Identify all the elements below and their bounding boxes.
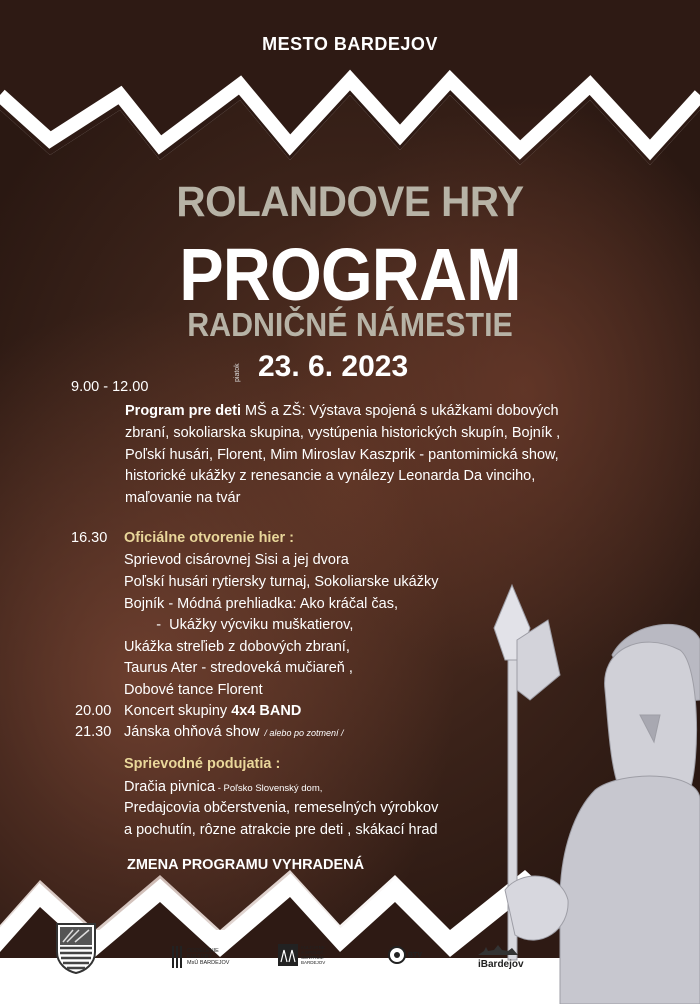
program-change-notice: ZMENA PROGRAMU VYHRADENÁ	[127, 857, 365, 873]
side-events-label: Sprievodné podujatia :	[124, 756, 281, 772]
cultural-center-line-1: KULTÚRNE	[301, 945, 325, 950]
culture-dept-line-2: KULTÚRY	[187, 954, 213, 960]
btv-circle-icon	[388, 946, 406, 964]
fire-show-note: / alebo po zotmení /	[259, 728, 344, 738]
cultural-center-line-3: CENTRUM	[301, 955, 324, 960]
culture-dept-line-1: ODDELENIE	[187, 948, 219, 954]
morning-line-4: historické ukážky z renesancie a vynálezy Leonarda Da vinciho,	[125, 468, 536, 484]
opening-line-4: - Ukážky výcviku muškatierov,	[124, 617, 354, 633]
concert-band: 4x4 BAND	[231, 703, 302, 719]
event-title: ROLANDOVE HRY	[176, 178, 524, 226]
culture-dept-icon	[172, 946, 184, 968]
cultural-center-line-2: A SPOLOČ.	[301, 950, 326, 955]
kids-program-text: MŠ a ZŠ: Výstava spojená s ukážkami dobových	[241, 403, 559, 419]
side-event-item-1: Dračia pivnica	[124, 779, 216, 795]
opening-time: 16.30	[71, 530, 108, 546]
morning-line-2: zbraní, sokoliarska skupina, vystúpenia historických skupín, Bojník ,	[125, 425, 561, 441]
city-title: MESTO BARDEJOV	[262, 34, 438, 54]
cultural-center-logo	[278, 944, 325, 966]
event-date: 23. 6. 2023	[258, 350, 409, 383]
opening-label: Oficiálne otvorenie hier :	[124, 530, 295, 546]
ibardejov-text: iBardejov	[478, 959, 524, 970]
concert-text: Koncert skupiny	[124, 703, 232, 719]
fire-show-line	[124, 724, 343, 740]
opening-line-2: Poľskí husári rytiersky turnaj, Sokoliarske ukážky	[124, 574, 439, 590]
day-label: piatok	[234, 363, 241, 382]
opening-line-3: Bojník - Módná prehliadka: Ako kráčal čas,	[124, 596, 399, 612]
ibardejov-logo	[478, 942, 524, 970]
bardejov-coat-of-arms	[55, 922, 97, 974]
morning-line-5: maľovanie na tvár	[125, 490, 241, 506]
concert-line	[124, 703, 301, 719]
side-events-line-3: a pochutín, rôzne atrakcie pre deti , skákací hrad	[124, 822, 438, 838]
opening-line-6: Taurus Ater - stredoveká mučiareň ,	[124, 660, 353, 676]
concert-time: 20.00	[75, 703, 112, 719]
side-events-line-1	[124, 779, 322, 795]
opening-line-5: Ukážka streľieb z dobových zbraní,	[124, 639, 350, 655]
opening-line-7: Dobové tance Florent	[124, 682, 263, 698]
btv-text: BTV	[408, 951, 422, 959]
kids-program-label: Program pre deti	[125, 403, 242, 419]
program-heading: PROGRAM	[179, 233, 521, 316]
culture-dept-line-3: MsÚ BARDEJOV	[187, 960, 230, 966]
btv-logo	[388, 946, 422, 964]
side-event-item-1-note: - Poľsko Slovenský dom,	[215, 783, 323, 794]
fire-show-time: 21.30	[75, 724, 112, 740]
opening-line-1: Sprievod cisárovnej Sisi a jej dvora	[124, 552, 349, 568]
fire-show-text: Jánska ohňová show	[124, 724, 260, 740]
culture-dept-logo	[172, 946, 229, 968]
cultural-center-line-4: BARDEJOV	[301, 960, 326, 965]
morning-time: 9.00 - 12.00	[71, 379, 149, 395]
venue-title: RADNIČNÉ NÁMESTIE	[187, 306, 513, 343]
morning-line-1	[125, 403, 559, 419]
side-events-line-2: Predajcovia občerstvenia, remeselných výrobkov	[124, 800, 439, 816]
cultural-center-icon	[278, 944, 298, 966]
morning-line-3: Poľskí husári, Florent, Mim Miroslav Kaszprik - pantomimická show,	[125, 447, 559, 463]
skyline-icon	[478, 945, 518, 955]
